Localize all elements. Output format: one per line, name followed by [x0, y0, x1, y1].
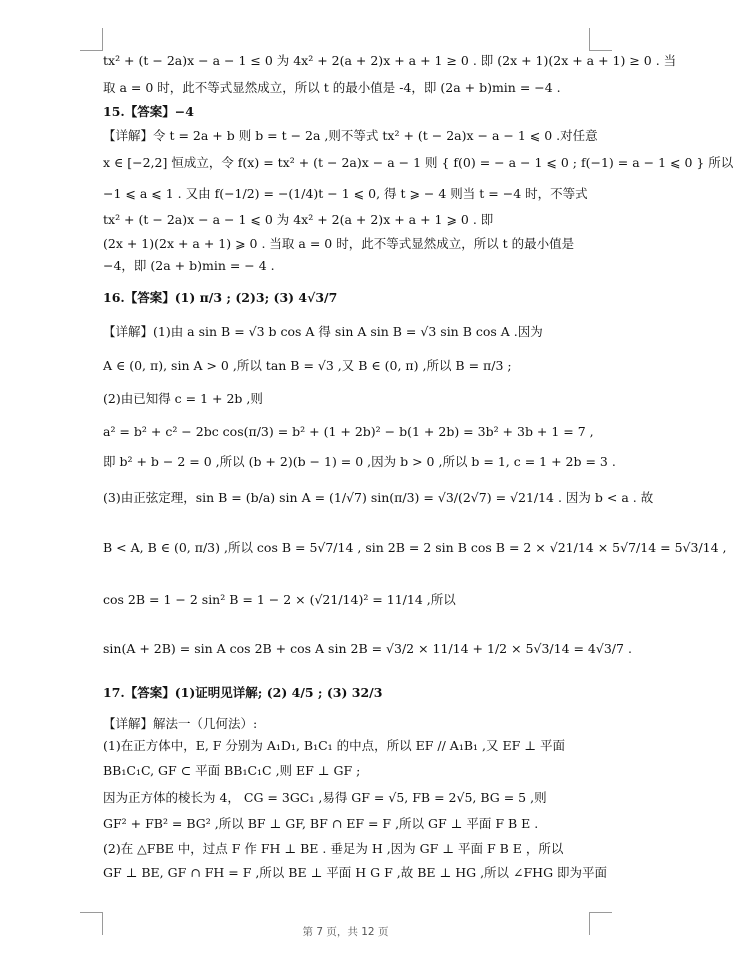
text-line: −4，即 (2a + b)min = − 4 .	[103, 258, 275, 273]
text-line: A ∈ (0, π), sin A > 0 ,所以 tan B = √3 ,又 B ∈ (0, π) ,所以 B = π/3 ;	[103, 358, 512, 373]
text-line: x ∈ [−2,2] 恒成立，令 f(x) = tx² + (t − 2a)x − a − 1 则 { f(0) = − a − 1 ⩽ 0 ; f(−1) = a − 1 ⩽ 0 } 所以	[103, 155, 733, 170]
text-line: tx² + (t − 2a)x − a − 1 ⩽ 0 为 4x² + 2(a + 2)x + a + 1 ⩾ 0 . 即	[103, 212, 494, 227]
text-line: tx² + (t − 2a)x − a − 1 ≤ 0 为 4x² + 2(a + 2)x + a + 1 ≥ 0 . 即 (2x + 1)(2x + a + 1) ≥ 0 . 当	[103, 53, 677, 68]
text-line: (2)由已知得 c = 1 + 2b ,则	[103, 391, 263, 406]
text-line: 【详解】令 t = 2a + b 则 b = t − 2a ,则不等式 tx² + (t − 2a)x − a − 1 ⩽ 0 .对任意	[103, 128, 598, 143]
text-line: GF² + FB² = BG² ,所以 BF ⊥ GF, BF ∩ EF = F ,所以 GF ⊥ 平面 F B E .	[103, 816, 539, 831]
text-line: 【详解】解法一（几何法）:	[103, 716, 258, 731]
text-line: sin(A + 2B) = sin A cos 2B + cos A sin 2B = √3/2 × 11/14 + 1/2 × 5√3/14 = 4√3/7 .	[103, 641, 632, 656]
text-line: cos 2B = 1 − 2 sin² B = 1 − 2 × (√21/14)² = 11/14 ,所以	[103, 592, 456, 607]
text-line: (2x + 1)(2x + a + 1) ⩾ 0 . 当取 a = 0 时，此不等式显然成立，所以 t 的最小值是	[103, 236, 575, 251]
crop-mark-top-left	[80, 28, 103, 51]
text-line: 因为正方体的棱长为 4， CG = 3GC₁ ,易得 GF = √5, FB = 2√5, BG = 5 ,则	[103, 790, 547, 805]
text-line: −1 ⩽ a ⩽ 1 . 又由 f(−1/2) = −(1/4)t − 1 ⩽ 0, 得 t ⩾ − 4 则当 t = −4 时，不等式	[103, 186, 588, 201]
question-16-answer: 16.【答案】(1) π/3 ; (2)3; (3) 4√3/7	[103, 290, 338, 305]
text-line: (2)在 △FBE 中，过点 F 作 FH ⊥ BE . 垂足为 H ,因为 GF ⊥ 平面 F B E ，所以	[103, 841, 564, 856]
page-footer: 第 7 页，共 12 页	[302, 926, 389, 938]
text-line: 取 a = 0 时，此不等式显然成立，所以 t 的最小值是 -4，即 (2a + b)min = −4 .	[103, 80, 561, 95]
text-line: 即 b² + b − 2 = 0 ,所以 (b + 2)(b − 1) = 0 ,因为 b > 0 ,所以 b = 1, c = 1 + 2b = 3 .	[103, 454, 616, 469]
text-line: BB₁C₁C, GF ⊂ 平面 BB₁C₁C ,则 EF ⊥ GF ;	[103, 763, 361, 778]
question-17-answer: 17.【答案】(1)证明见详解; (2) 4/5 ; (3) 32/3	[103, 685, 383, 700]
text-line: B < A, B ∈ (0, π/3) ,所以 cos B = 5√7/14 , sin 2B = 2 sin B cos B = 2 × √21/14 × 5√7/14 = 5√3/14 ,	[103, 540, 727, 555]
crop-mark-top-right	[589, 28, 612, 51]
text-line: a² = b² + c² − 2bc cos(π/3) = b² + (1 + 2b)² − b(1 + 2b) = 3b² + 3b + 1 = 7 ,	[103, 424, 594, 439]
text-line: (3)由正弦定理，sin B = (b/a) sin A = (1/√7) sin(π/3) = √3/(2√7) = √21/14 . 因为 b < a . 故	[103, 490, 654, 505]
text-line: 【详解】(1)由 a sin B = √3 b cos A 得 sin A sin B = √3 sin B cos A .因为	[103, 324, 543, 339]
question-15-answer: 15.【答案】−4	[103, 104, 194, 119]
text-line: (1)在正方体中，E, F 分别为 A₁D₁, B₁C₁ 的中点，所以 EF // A₁B₁ ,又 EF ⊥ 平面	[103, 738, 565, 753]
text-line: GF ⊥ BE, GF ∩ FH = F ,所以 BE ⊥ 平面 H G F ,故 BE ⊥ HG ,所以 ∠FHG 即为平面	[103, 865, 608, 880]
